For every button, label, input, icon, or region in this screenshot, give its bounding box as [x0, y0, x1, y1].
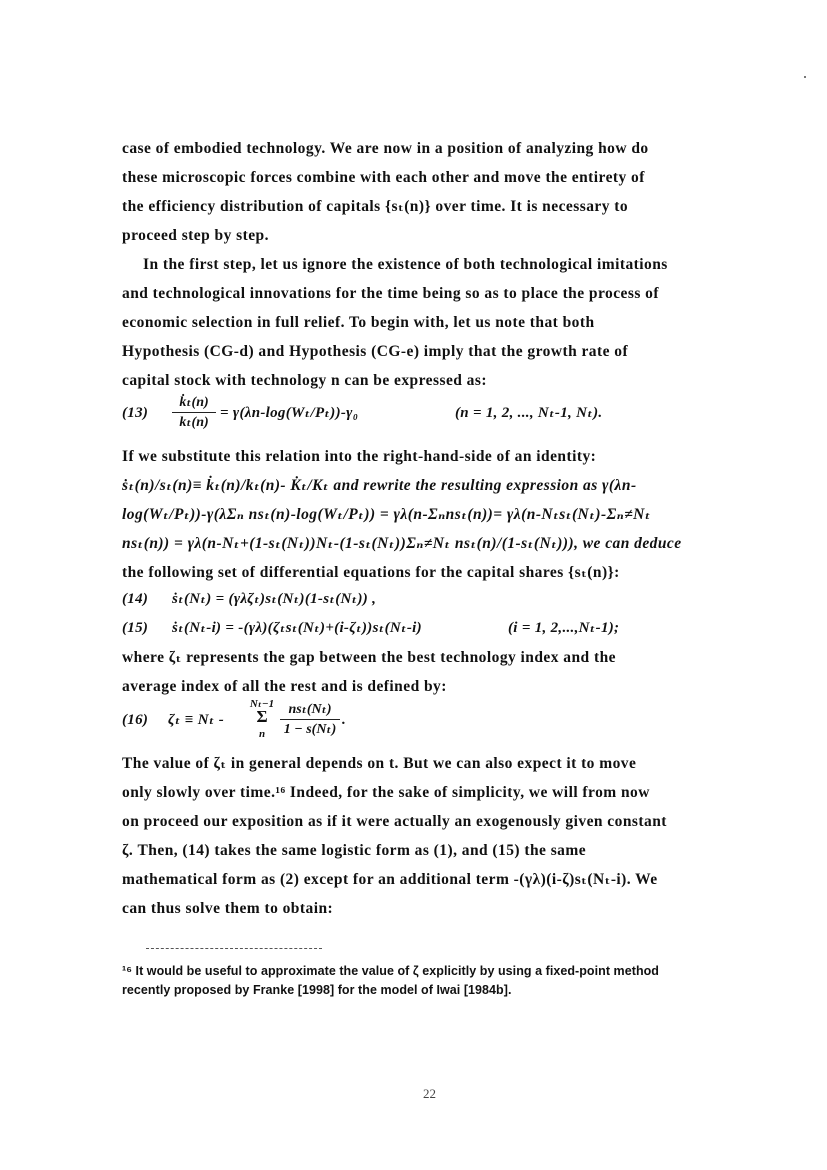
body-line: In the first step, let us ignore the existence of both technological imitations [143, 256, 668, 273]
body-line: these microscopic forces combine with each other and move the entirety of [122, 169, 645, 186]
body-line: capital stock with technology n can be expressed as: [122, 372, 487, 389]
fraction-denominator: 1 − s(Nₜ) [283, 722, 337, 737]
body-line: The value of ζₜ in general depends on t. But we can also expect it to move [122, 755, 637, 772]
fraction-bar [280, 719, 340, 720]
body-line: the efficiency distribution of capitals {sₜ(n)} over time. It is necessary to [122, 198, 629, 215]
equation-label: (16) [122, 712, 149, 728]
page-number: 22 [423, 1086, 436, 1101]
body-line: only slowly over time.¹⁶ Indeed, for the sake of simplicity, we will from now [122, 784, 650, 801]
equation-range: (i = 1, 2,...,Nₜ-1); [508, 620, 620, 636]
body-line: mathematical form as (2) except for an additional term -(γλ)(i-ζ)sₜ(Nₜ-i). We [122, 871, 658, 888]
body-line: ζ. Then, (14) takes the same logistic form as (1), and (15) the same [122, 842, 587, 859]
equation-end: . [342, 712, 347, 728]
body-line: and technological innovations for the time being so as to place the process of [122, 285, 659, 302]
equation-label: (15) [122, 620, 149, 636]
body-line: ṡₜ(n)/sₜ(n)≡ k̇ₜ(n)/kₜ(n)- K̇ₜ/Kₜ and rewrite the resulting expression as γ(λn- [122, 477, 637, 494]
equation-label: (14) [122, 591, 149, 607]
body-line: the following set of differential equations for the capital shares {sₜ(n)}: [122, 564, 620, 581]
body-line: proceed step by step. [122, 227, 269, 244]
equation-lhs: ζₜ ≡ Nₜ - [168, 712, 225, 728]
equation-body: ṡₜ(Nₜ-i) = -(γλ)(ζₜsₜ(Nₜ)+(i-ζₜ))sₜ(Nₜ-i) [172, 620, 422, 636]
body-line: economic selection in full relief. To begin with, let us note that both [122, 314, 595, 331]
body-line: average index of all the rest and is defined by: [122, 678, 447, 695]
fraction-denominator: kₜ(n) [179, 415, 209, 430]
equation-rhs: = γ(λn-log(Wₜ/Pₜ))-γ₀ [220, 405, 359, 421]
sum-lower-limit: n [258, 728, 266, 740]
body-line: Hypothesis (CG-d) and Hypothesis (CG-e) imply that the growth rate of [122, 343, 629, 360]
equation-label: (13) [122, 405, 149, 421]
sum-sign: Σ [256, 707, 268, 726]
fraction-numerator: nsₜ(Nₜ) [288, 702, 332, 717]
body-line: log(Wₜ/Pₜ))-γ(λΣₙ nsₜ(n)-log(Wₜ/Pₜ)) = γλ(n-Σₙnsₜ(n))= γλ(n-Nₜsₜ(Nₜ)-Σₙ≠Nₜ [122, 506, 652, 523]
fraction-numerator: k̇ₜ(n) [179, 395, 209, 410]
footnote-separator [146, 948, 322, 949]
body-line: nsₜ(n)) = γλ(n-Nₜ+(1-sₜ(Nₜ))Nₜ-(1-sₜ(Nₜ))Σₙ≠Nₜ nsₜ(n)/(1-sₜ(Nₜ))), we can deduce [122, 535, 682, 552]
footnote-line: recently proposed by Franke [1998] for the model of Iwai [1984b]. [122, 983, 512, 997]
equation-range: (n = 1, 2, ..., Nₜ-1, Nₜ). [455, 405, 603, 421]
body-line: where ζₜ represents the gap between the best technology index and the [122, 649, 616, 666]
body-line: on proceed our exposition as if it were actually an exogenously given constant [122, 813, 667, 830]
body-line: If we substitute this relation into the right-hand-side of an identity: [122, 448, 597, 465]
fraction-bar [172, 412, 216, 413]
body-line: case of embodied technology. We are now in a position of analyzing how do [122, 140, 649, 157]
sum-upper-limit: Nₜ−1 [249, 698, 275, 710]
scan-speck [804, 76, 806, 78]
footnote-line: ¹⁶ It would be useful to approximate the value of ζ explicitly by using a fixed-point method [122, 964, 659, 978]
body-line: can thus solve them to obtain: [122, 900, 334, 917]
equation-body: ṡₜ(Nₜ) = (γλζₜ)sₜ(Nₜ)(1-sₜ(Nₜ)) , [172, 591, 377, 607]
